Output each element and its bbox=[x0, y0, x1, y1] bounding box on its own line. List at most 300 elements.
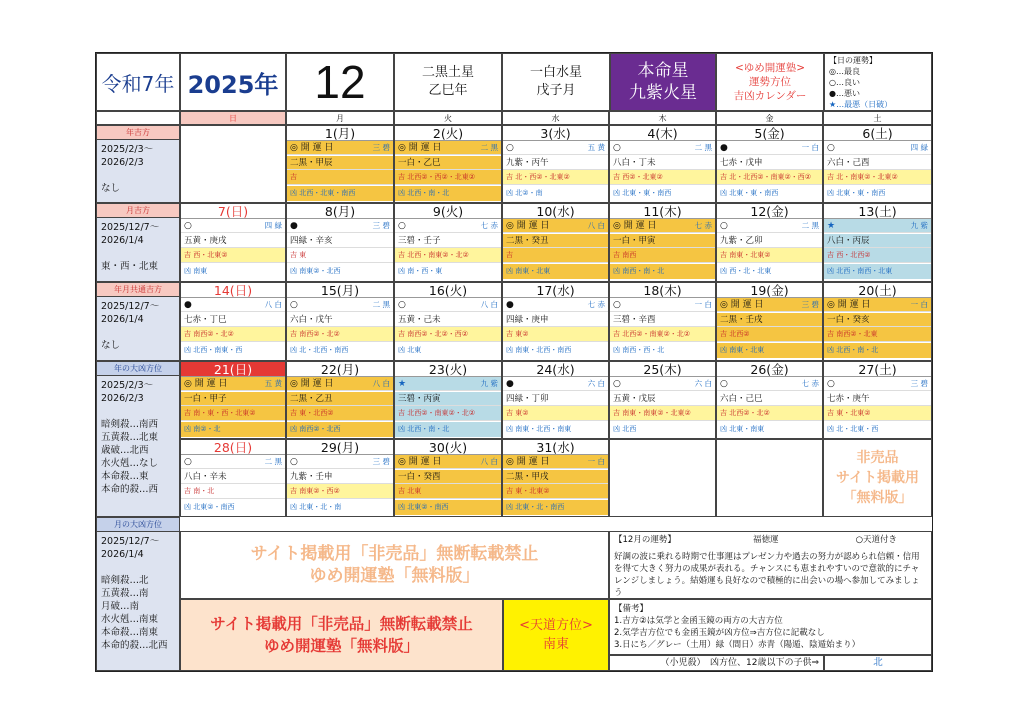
day-cell[interactable] bbox=[609, 361, 716, 439]
sidebar-month-bad bbox=[96, 517, 180, 671]
watermark-mid: サイト掲載用「非売品」無断転載禁止 ゆめ開運塾「無料版」 bbox=[180, 531, 609, 599]
day-cell[interactable] bbox=[394, 203, 502, 282]
getsukippo-label: 月吉方 bbox=[97, 204, 179, 218]
day-good-dir: 吉 南西②・北② bbox=[287, 327, 393, 342]
day-good-dir: 吉 東② bbox=[503, 406, 608, 421]
day-bad-dir: 凶 南②・北 bbox=[181, 422, 285, 437]
day-kanshi: 六白・己酉 bbox=[824, 156, 931, 170]
day-bad-dir: 凶 南東 bbox=[184, 267, 208, 275]
legend-best: ◎…最良 bbox=[829, 66, 860, 76]
day-kanshi: 二黒・乙丑 bbox=[287, 392, 393, 406]
day-mark: ◎ 開 運 日 bbox=[290, 143, 334, 153]
weekday-5: 金 bbox=[716, 111, 823, 125]
day-star: 三 碧 bbox=[372, 221, 390, 230]
day-cell[interactable] bbox=[394, 282, 502, 361]
day-number: 18(木) bbox=[610, 283, 715, 298]
day-bad-dir: 凶 北東 bbox=[398, 346, 422, 354]
day-mark-row bbox=[824, 219, 931, 233]
day-star: 一 白 bbox=[587, 457, 605, 466]
day-number: 14(日) bbox=[181, 283, 285, 298]
day-mark: ● bbox=[290, 221, 298, 231]
day-cell[interactable] bbox=[609, 282, 716, 361]
watermark-big: サイト掲載用「非売品」無断転載禁止 ゆめ開運塾「無料版」 bbox=[180, 599, 503, 671]
day-number: 31(水) bbox=[503, 440, 608, 455]
honmei-title: 本命星 bbox=[637, 61, 689, 81]
day-good-dir: 吉 bbox=[503, 248, 608, 263]
legend-worst: ★…最悪（日破） bbox=[829, 99, 893, 109]
day-cell[interactable] bbox=[286, 203, 394, 282]
day-star: 二 黒 bbox=[372, 300, 390, 309]
day-number: 6(土) bbox=[824, 126, 931, 141]
day-mark-row bbox=[717, 298, 822, 312]
day-kanshi: 五黄・庚戌 bbox=[181, 234, 285, 248]
day-number: 2(火) bbox=[395, 126, 501, 141]
common-text: 2025/12/7〜 2026/1/4 なし bbox=[97, 297, 179, 361]
day-good-dir: 吉 北・西②・北東② bbox=[503, 170, 608, 185]
honmei-name: 九紫火星 bbox=[629, 83, 697, 103]
day-mark-row bbox=[824, 298, 931, 312]
notes-line1: 1.吉方②は気学と金函玉鏡の両方の大吉方位 bbox=[614, 616, 783, 626]
day-mark-row bbox=[610, 141, 715, 155]
day-number: 10(水) bbox=[503, 204, 608, 219]
day-number: 28(日) bbox=[181, 440, 285, 455]
day-star: 二 黒 bbox=[480, 143, 498, 152]
day-bad-dir: 凶 南東・北東 bbox=[503, 264, 608, 279]
day-number: 29(月) bbox=[287, 440, 393, 455]
day-star: 一 白 bbox=[801, 143, 819, 152]
day-good-dir: 吉 北・北西②・南東②・西② bbox=[717, 170, 822, 185]
notes-line2: 2.気学吉方位でも金函玉鏡が凶方位⇒吉方位に記載なし bbox=[614, 628, 825, 638]
day-star: 七 赤 bbox=[480, 221, 498, 230]
day-mark: ● bbox=[506, 300, 514, 310]
tendo-label: <天道方位> bbox=[519, 618, 593, 633]
day-mark: ● bbox=[720, 143, 728, 153]
day-mark-row bbox=[503, 219, 608, 233]
day-good-dir: 吉 北西・南東②・北② bbox=[395, 248, 501, 263]
day-number: 21(日) bbox=[181, 362, 285, 377]
honmei-star bbox=[610, 53, 716, 111]
day-number: 8(月) bbox=[287, 204, 393, 219]
fortune-body: 好調の波に乗れる時期で仕事運はプレゼン力や過去の努力が認められ信頼・信用を得て大きく努力の成果が表れる。チャンスにも恵まれやすいので意欲的にチャレンジしましょう。結婚運も良好なので積極的に出会いの場へ参加してみましょう bbox=[614, 552, 920, 598]
day-good-dir: 吉 南西②・北東 bbox=[824, 327, 931, 342]
brand-sub2: 吉凶カレンダー bbox=[733, 90, 807, 102]
day-bad-dir: 凶 北・北東・西 bbox=[827, 425, 879, 433]
day-number: 13(土) bbox=[824, 204, 931, 219]
month-star-name: 一白水星 bbox=[529, 65, 582, 80]
day-cell[interactable] bbox=[716, 125, 823, 203]
day-mark-row bbox=[395, 219, 501, 233]
day-mark: ○ bbox=[184, 221, 192, 231]
brand bbox=[716, 53, 824, 111]
day-good-dir: 吉 南西②・北② bbox=[181, 327, 285, 342]
year-star-name: 二黒土星 bbox=[421, 65, 474, 80]
day-star: 六 白 bbox=[587, 379, 605, 388]
day-good-dir: 吉 北・南東②・北東② bbox=[824, 170, 931, 185]
day-cell[interactable] bbox=[502, 282, 609, 361]
day-mark: ○ bbox=[506, 143, 514, 153]
day-mark: ○ bbox=[184, 457, 192, 467]
day-bad-dir: 凶 北東・東・南西 bbox=[613, 189, 672, 197]
day-cell[interactable] bbox=[716, 361, 823, 439]
day-star: 二 黒 bbox=[264, 457, 282, 466]
day-mark: ○ bbox=[290, 300, 298, 310]
weekday-1: 月 bbox=[286, 111, 394, 125]
day-mark-row bbox=[395, 377, 501, 391]
day-mark: ○ bbox=[290, 457, 298, 467]
day-star: 八 白 bbox=[587, 221, 605, 230]
day-kanshi: 四緑・辛亥 bbox=[287, 234, 393, 248]
day-star: 四 緑 bbox=[264, 221, 282, 230]
getsukippo-text: 2025/12/7〜 2026/1/4 東・西・北東 bbox=[97, 218, 179, 282]
day-cell[interactable] bbox=[823, 203, 932, 282]
weekday-4: 木 bbox=[609, 111, 716, 125]
day-bad-dir: 凶 南・西・東 bbox=[398, 267, 443, 275]
shouni-direction: 北 bbox=[824, 655, 932, 671]
day-kanshi: 四緑・庚申 bbox=[503, 313, 608, 327]
day-star: 七 赤 bbox=[694, 221, 712, 230]
day-number: 26(金) bbox=[717, 362, 822, 377]
day-good-dir: 吉 東・北西② bbox=[287, 406, 393, 421]
day-kanshi: 三碧・壬子 bbox=[395, 234, 501, 248]
day-star: 八 白 bbox=[372, 379, 390, 388]
month-bad-text: 2025/12/7〜 2026/1/4 暗剣殺…北 五黄殺…南 月破…南 水火剋…南東 本命殺…南東 本命的殺…北西 bbox=[97, 532, 179, 671]
day-good-dir: 吉 北東 bbox=[395, 484, 501, 499]
day-mark: ○ bbox=[398, 300, 406, 310]
day-star: 一 白 bbox=[694, 300, 712, 309]
day-mark: ★ bbox=[398, 379, 407, 389]
day-mark-row bbox=[395, 298, 501, 312]
day-cell[interactable] bbox=[394, 361, 502, 439]
day-kanshi: 一白・癸酉 bbox=[395, 470, 501, 484]
common-label: 年月共通吉方 bbox=[97, 283, 179, 297]
day-mark-row bbox=[503, 377, 608, 391]
day-star: 三 碧 bbox=[801, 300, 819, 309]
day-number: 23(火) bbox=[395, 362, 501, 377]
day-mark: ◎ 開 運 日 bbox=[506, 457, 550, 467]
day-cell[interactable] bbox=[502, 361, 609, 439]
day-mark-row bbox=[287, 377, 393, 391]
day-star: 一 白 bbox=[910, 300, 928, 309]
day-mark-row bbox=[503, 455, 608, 469]
day-cell[interactable] bbox=[180, 361, 286, 439]
day-mark-row bbox=[395, 455, 501, 469]
day-good-dir: 吉 南西②・北②・西② bbox=[395, 327, 501, 342]
day-mark-row bbox=[181, 377, 285, 391]
day-star: 三 碧 bbox=[372, 143, 390, 152]
day-cell[interactable] bbox=[394, 439, 502, 517]
day-mark: ● bbox=[184, 300, 192, 310]
day-star: 八 白 bbox=[264, 300, 282, 309]
day-number: 12(金) bbox=[717, 204, 822, 219]
day-mark-row bbox=[181, 455, 285, 469]
day-mark-row bbox=[824, 141, 931, 155]
day-star: 六 白 bbox=[694, 379, 712, 388]
day-kanshi: 六白・己巳 bbox=[717, 392, 822, 406]
day-bad-dir: 凶 西・北・北東 bbox=[720, 267, 772, 275]
day-good-dir: 吉 西・北東② bbox=[181, 248, 285, 263]
day-kanshi: 六白・戊午 bbox=[287, 313, 393, 327]
day-kanshi: 一白・癸亥 bbox=[824, 313, 931, 327]
day-kanshi: 七赤・戊申 bbox=[717, 156, 822, 170]
tendo-box bbox=[503, 599, 609, 671]
month-star-kanshi: 戊子月 bbox=[536, 83, 576, 98]
day-mark: ○ bbox=[613, 143, 621, 153]
weekday-corner bbox=[96, 111, 180, 125]
brand-sub1: 運勢方位 bbox=[749, 76, 791, 88]
day-bad-dir: 凶 北東・北・南 bbox=[290, 503, 342, 511]
day-good-dir: 吉 西②・北東② bbox=[610, 170, 715, 185]
day-cell[interactable] bbox=[502, 203, 609, 282]
watermark-small: 非売品 サイト掲載用 「無料版」 bbox=[823, 439, 932, 517]
day-good-dir: 吉 南・北 bbox=[181, 484, 285, 499]
day-star: 九 紫 bbox=[910, 221, 928, 230]
day-mark: ○ bbox=[613, 300, 621, 310]
month-bad-label: 月の大凶方位 bbox=[97, 518, 179, 532]
day-bad-dir: 凶 北西 bbox=[613, 425, 637, 433]
day-good-dir: 吉 東② bbox=[503, 327, 608, 342]
day-cell[interactable] bbox=[823, 282, 932, 361]
day-good-dir: 吉 南東・南東②・北東② bbox=[610, 406, 715, 421]
day-bad-dir: 凶 北・北西・南西 bbox=[290, 346, 349, 354]
day-kanshi: 七赤・庚午 bbox=[824, 392, 931, 406]
shouni-label: （小児殺） 凶方位、12歳以下の子供⇒ bbox=[609, 655, 824, 671]
legend-good: ○…良い bbox=[829, 77, 860, 87]
day-kanshi: 八白・丙辰 bbox=[824, 234, 931, 248]
day-mark-row bbox=[610, 219, 715, 233]
day-number: 27(土) bbox=[824, 362, 931, 377]
day-mark-row bbox=[287, 141, 393, 155]
day-mark-row bbox=[610, 298, 715, 312]
sidebar-common bbox=[96, 282, 180, 361]
day-bad-dir: 凶 北西・南東・西 bbox=[184, 346, 243, 354]
day-mark: ◎ 開 運 日 bbox=[720, 300, 764, 310]
day-kanshi: 二黒・癸丑 bbox=[503, 234, 608, 248]
day-mark-row bbox=[287, 219, 393, 233]
day-cell[interactable] bbox=[609, 203, 716, 282]
day-cell[interactable] bbox=[180, 203, 286, 282]
day-mark-row bbox=[717, 141, 822, 155]
empty-cell bbox=[609, 439, 716, 517]
day-bad-dir: 凶 南西・南・北 bbox=[610, 264, 715, 279]
day-kanshi: 五黄・己未 bbox=[395, 313, 501, 327]
weekday-0: 日 bbox=[180, 111, 286, 125]
day-star: 八 白 bbox=[480, 300, 498, 309]
day-kanshi: 九紫・壬申 bbox=[287, 470, 393, 484]
day-kanshi: 二黒・壬戌 bbox=[717, 313, 822, 327]
day-bad-dir: 凶 北西・南西・北東 bbox=[824, 264, 931, 279]
day-bad-dir: 凶 南東②・北西 bbox=[290, 267, 341, 275]
day-bad-dir: 凶 北②・南 bbox=[506, 189, 543, 197]
day-bad-dir: 凶 南東・北東 bbox=[717, 343, 822, 358]
day-good-dir: 吉 東・北東② bbox=[824, 406, 931, 421]
day-kanshi: 二黒・甲戌 bbox=[503, 470, 608, 484]
empty-cell bbox=[716, 439, 823, 517]
sidebar-year-bad bbox=[96, 361, 180, 517]
day-cell[interactable] bbox=[286, 282, 394, 361]
day-star: 七 赤 bbox=[801, 379, 819, 388]
day-kanshi: 九紫・丙午 bbox=[503, 156, 608, 170]
monthly-fortune bbox=[609, 531, 932, 599]
year-star-kanshi: 乙巳年 bbox=[428, 83, 468, 98]
weekday-3: 水 bbox=[502, 111, 609, 125]
day-good-dir: 吉 東・北東② bbox=[503, 484, 608, 499]
day-number: 5(金) bbox=[717, 126, 822, 141]
day-number: 1(月) bbox=[287, 126, 393, 141]
year-bad-text: 2025/2/3〜 2026/2/3 暗剣殺…南西 五黄殺…北東 歳破…北西 水火剋…なし 本命殺…東 本命的殺…西 bbox=[97, 376, 179, 517]
day-mark-row bbox=[824, 377, 931, 391]
notes-title: 【備考】 bbox=[614, 604, 649, 614]
day-number: 24(水) bbox=[503, 362, 608, 377]
day-good-dir: 吉 bbox=[287, 170, 393, 185]
day-mark-row bbox=[287, 298, 393, 312]
day-mark: ◎ 開 運 日 bbox=[290, 379, 334, 389]
day-kanshi: 一白・乙巳 bbox=[395, 156, 501, 170]
day-cell[interactable] bbox=[502, 125, 609, 203]
day-mark-row bbox=[181, 219, 285, 233]
day-mark-row bbox=[503, 141, 608, 155]
day-mark-row bbox=[610, 377, 715, 391]
day-bad-dir: 凶 南東・北西・南西 bbox=[506, 346, 572, 354]
day-number: 9(火) bbox=[395, 204, 501, 219]
day-star: 五 黄 bbox=[587, 143, 605, 152]
day-good-dir: 吉 南西 bbox=[610, 248, 715, 263]
day-mark: ◎ 開 運 日 bbox=[827, 300, 871, 310]
day-cell[interactable] bbox=[716, 203, 823, 282]
day-bad-dir: 凶 北東・北・南西 bbox=[503, 500, 608, 515]
day-kanshi: 二黒・甲辰 bbox=[287, 156, 393, 170]
sidebar-nenkippo bbox=[96, 125, 180, 203]
day-number: 3(水) bbox=[503, 126, 608, 141]
sidebar-getsukippo bbox=[96, 203, 180, 282]
day-bad-dir: 凶 北東②・南西 bbox=[395, 500, 501, 515]
day-cell[interactable] bbox=[394, 125, 502, 203]
nenkippo-label: 年吉方 bbox=[97, 126, 179, 140]
day-star: 三 碧 bbox=[910, 379, 928, 388]
day-number: 7(日) bbox=[181, 204, 285, 219]
empty-cell bbox=[180, 125, 286, 203]
month-label: 12 bbox=[286, 53, 394, 111]
day-mark: ◎ 開 運 日 bbox=[398, 457, 442, 467]
day-number: 15(月) bbox=[287, 283, 393, 298]
day-number: 25(木) bbox=[610, 362, 715, 377]
day-mark: ◎ 開 運 日 bbox=[398, 143, 442, 153]
day-mark: ● bbox=[506, 379, 514, 389]
day-star: 七 赤 bbox=[587, 300, 605, 309]
day-good-dir: 吉 北西② bbox=[717, 327, 822, 342]
legend-bad: ●…悪い bbox=[829, 88, 860, 98]
day-number: 20(土) bbox=[824, 283, 931, 298]
day-mark: ◎ 開 運 日 bbox=[613, 221, 657, 231]
day-good-dir: 吉 北西②・南東②・北② bbox=[610, 327, 715, 342]
day-good-dir: 吉 北西②・西②・北東② bbox=[395, 170, 501, 185]
weekday-2: 火 bbox=[394, 111, 502, 125]
day-cell[interactable] bbox=[716, 282, 823, 361]
day-number: 22(月) bbox=[287, 362, 393, 377]
day-number: 16(火) bbox=[395, 283, 501, 298]
day-mark-row bbox=[717, 377, 822, 391]
day-number: 11(木) bbox=[610, 204, 715, 219]
notes bbox=[609, 599, 932, 655]
day-kanshi: 三碧・丙寅 bbox=[395, 392, 501, 406]
day-bad-dir: 凶 北東・南東 bbox=[720, 425, 765, 433]
day-good-dir: 吉 北西②・北② bbox=[717, 406, 822, 421]
day-mark: ★ bbox=[827, 221, 836, 231]
tendo-direction: 南東 bbox=[542, 637, 569, 652]
day-star: 二 黒 bbox=[801, 221, 819, 230]
day-cell[interactable] bbox=[286, 439, 394, 517]
day-mark-row bbox=[503, 298, 608, 312]
calendar-sheet bbox=[95, 52, 933, 672]
day-bad-dir: 凶 北東②・南西 bbox=[184, 503, 235, 511]
legend-title: 【日の運勢】 bbox=[829, 55, 877, 65]
day-mark-row bbox=[287, 455, 393, 469]
day-mark: ○ bbox=[613, 379, 621, 389]
day-number: 19(金) bbox=[717, 283, 822, 298]
day-kanshi: 一白・甲子 bbox=[181, 392, 285, 406]
day-bad-dir: 凶 南西・西・北 bbox=[613, 346, 665, 354]
day-bad-dir: 凶 南東・北西・南東 bbox=[506, 425, 572, 433]
day-cell[interactable] bbox=[286, 125, 394, 203]
month-star bbox=[502, 53, 610, 111]
day-cell[interactable] bbox=[609, 125, 716, 203]
nenkippo-text: 2025/2/3〜 2026/2/3 なし bbox=[97, 140, 179, 203]
day-cell[interactable] bbox=[823, 125, 932, 203]
day-cell[interactable] bbox=[502, 439, 609, 517]
day-mark: ○ bbox=[827, 143, 835, 153]
day-star: 二 黒 bbox=[694, 143, 712, 152]
day-kanshi: 七赤・丁巳 bbox=[181, 313, 285, 327]
day-good-dir: 吉 北西②・南東②・北② bbox=[395, 406, 501, 421]
day-bad-dir: 凶 北東・東・南西 bbox=[720, 189, 779, 197]
day-cell[interactable] bbox=[286, 361, 394, 439]
day-mark: ○ bbox=[827, 379, 835, 389]
day-star: 四 緑 bbox=[910, 143, 928, 152]
day-good-dir: 吉 東 bbox=[287, 248, 393, 263]
day-mark: ◎ 開 運 日 bbox=[184, 379, 228, 389]
fortune-tendo: ○天道付き bbox=[855, 535, 897, 545]
day-cell[interactable] bbox=[180, 439, 286, 517]
day-mark-row bbox=[181, 298, 285, 312]
day-mark-row bbox=[717, 219, 822, 233]
day-kanshi: 五黄・戊辰 bbox=[610, 392, 715, 406]
day-mark: ○ bbox=[720, 379, 728, 389]
fortune-name: 福徳運 bbox=[752, 535, 779, 545]
day-bad-dir: 凶 北東・東・南西 bbox=[827, 189, 886, 197]
day-kanshi: 三碧・辛酉 bbox=[610, 313, 715, 327]
day-mark: ○ bbox=[398, 221, 406, 231]
weekday-6: 土 bbox=[823, 111, 932, 125]
legend bbox=[824, 53, 932, 111]
day-star: 三 碧 bbox=[372, 457, 390, 466]
day-number: 30(火) bbox=[395, 440, 501, 455]
day-good-dir: 吉 南・東・西・北東② bbox=[181, 406, 285, 421]
year-star bbox=[394, 53, 502, 111]
day-mark-row bbox=[395, 141, 501, 155]
brand-name: <ゆめ開運塾> bbox=[734, 62, 806, 74]
day-kanshi: 四緑・丁卯 bbox=[503, 392, 608, 406]
day-bad-dir: 凶 北西・南・北 bbox=[824, 343, 931, 358]
day-cell[interactable] bbox=[180, 282, 286, 361]
day-mark: ○ bbox=[720, 221, 728, 231]
day-kanshi: 八白・丁未 bbox=[610, 156, 715, 170]
day-cell[interactable] bbox=[823, 361, 932, 439]
notes-line3: 3.日にち／グレー（土用）緑（間日）赤青（陽遁、陰遁始まり） bbox=[614, 640, 861, 650]
day-mark: ◎ 開 運 日 bbox=[506, 221, 550, 231]
year-bad-label: 年の大凶方位 bbox=[97, 362, 179, 376]
day-bad-dir: 凶 北西・南・北 bbox=[395, 186, 501, 201]
day-good-dir: 吉 南東・北東② bbox=[717, 248, 822, 263]
day-star: 八 白 bbox=[480, 457, 498, 466]
